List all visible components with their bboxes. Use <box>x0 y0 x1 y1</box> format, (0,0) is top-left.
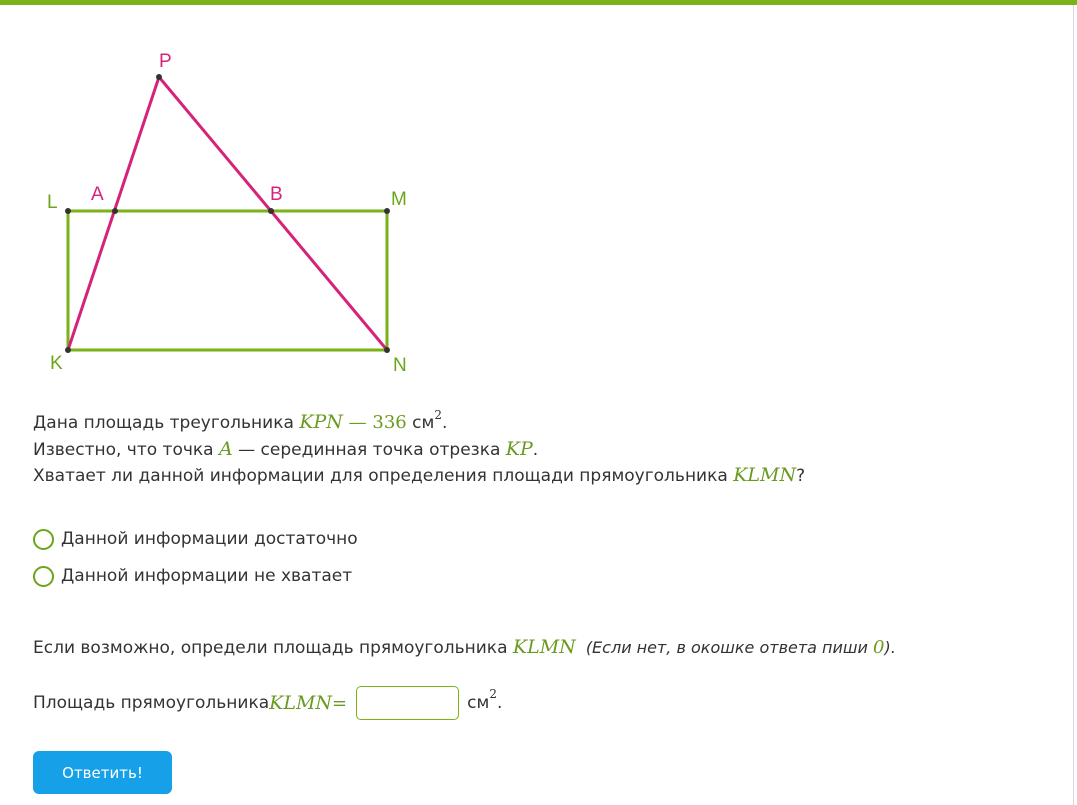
point-k <box>65 347 71 353</box>
point-a <box>112 208 118 214</box>
label-k: K <box>50 353 63 374</box>
label-l: L <box>47 192 58 213</box>
label-p: P <box>159 51 172 72</box>
area-question: Если возможно, определи площадь прямоугольника KLMN (Если нет, в окошке ответа пиши 0). <box>33 636 896 658</box>
radio-button[interactable] <box>33 566 54 587</box>
top-accent-bar <box>0 0 1077 5</box>
option-insufficient[interactable] <box>33 563 358 589</box>
math-a: A <box>219 438 233 460</box>
label-n: N <box>393 355 407 376</box>
option-label: Данной информации не хватает <box>61 566 353 586</box>
point-l <box>65 208 71 214</box>
answer-row: Площадь прямоугольника KLMN = см 2 . <box>33 686 502 720</box>
math-kpn: KPN <box>299 411 343 433</box>
problem-line-2: Известно, что точка A — серединная точка отрезка KP. <box>33 438 539 460</box>
geometry-figure <box>30 40 430 385</box>
point-n <box>384 347 390 353</box>
right-border <box>1073 5 1074 805</box>
problem-line-3: Хватает ли данной информации для определения площади прямоугольника KLMN? <box>33 464 806 486</box>
area-value: 336 <box>372 412 407 433</box>
submit-button[interactable]: Ответить! <box>33 751 172 794</box>
label-a: A <box>91 184 104 205</box>
answer-options <box>33 526 358 600</box>
point-p <box>156 74 162 80</box>
point-m <box>384 208 390 214</box>
math-klmn: KLMN <box>269 692 333 714</box>
side-pn <box>159 77 387 350</box>
math-kp: KP <box>505 438 533 460</box>
math-klmn: KLMN <box>512 636 576 658</box>
hint-text: (Если нет, в окошке ответа пиши 0). <box>585 637 896 658</box>
option-label: Данной информации достаточно <box>61 529 358 549</box>
problem-statement <box>33 410 933 489</box>
point-b <box>268 208 274 214</box>
unit-label: см <box>467 693 490 713</box>
problem-line-1: Дана площадь треугольника KPN — 336 $см^2$. <box>33 408 448 433</box>
area-answer-input[interactable] <box>356 686 459 720</box>
radio-button[interactable] <box>33 529 54 550</box>
label-b: B <box>270 184 283 205</box>
label-m: M <box>391 189 407 210</box>
math-klmn: KLMN <box>733 464 797 486</box>
option-sufficient[interactable] <box>33 526 358 552</box>
